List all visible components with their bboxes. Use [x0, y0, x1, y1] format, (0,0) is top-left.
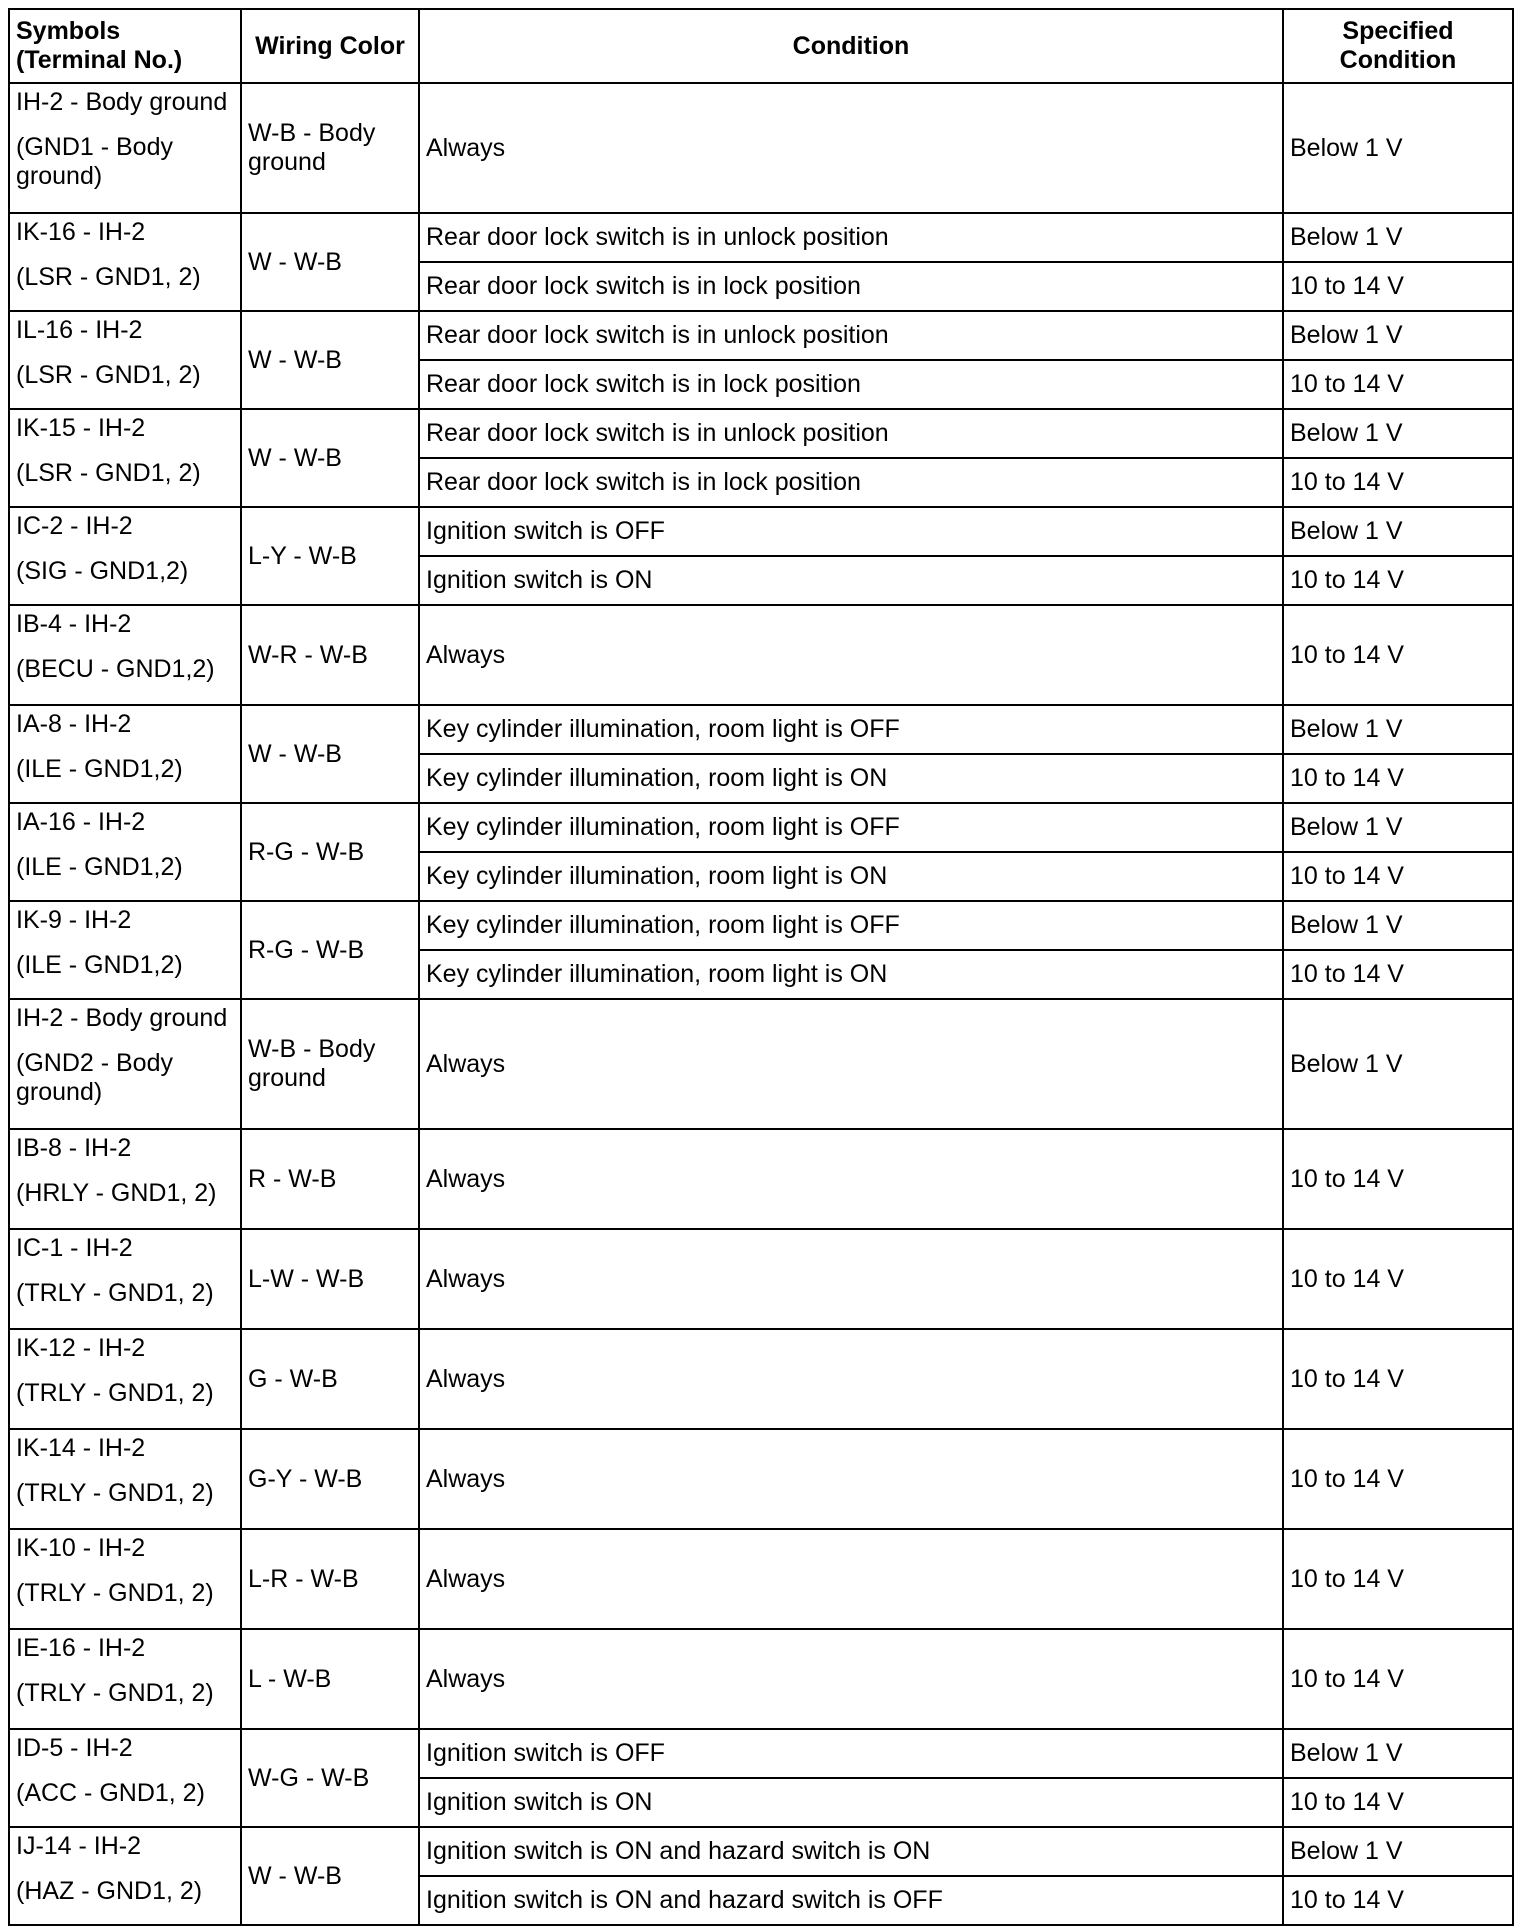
terminal-symbol: (ACC - GND1, 2) — [16, 1779, 205, 1807]
specified-condition-cell: Below 1 V — [1283, 803, 1513, 852]
condition-cell: Key cylinder illumination, room light is OFF — [419, 901, 1283, 950]
wiring-color-cell: L-W - W-B — [241, 1229, 419, 1329]
terminal-symbol-cell — [9, 1529, 241, 1629]
terminal-pair: IK-16 - IH-2 — [16, 218, 146, 246]
specified-condition-cell: 10 to 14 V — [1283, 1229, 1513, 1329]
terminal-symbol-cell — [9, 311, 241, 409]
table-row — [9, 1827, 1513, 1876]
specified-condition-cell: 10 to 14 V — [1283, 605, 1513, 705]
specified-condition-cell: 10 to 14 V — [1283, 1329, 1513, 1429]
terminal-pair: IC-1 - IH-2 — [16, 1234, 133, 1262]
terminal-symbol: (GND1 - Body ground) — [16, 133, 173, 190]
specified-condition-cell: Below 1 V — [1283, 1729, 1513, 1778]
specified-condition-cell: Below 1 V — [1283, 1827, 1513, 1876]
specified-condition-cell: Below 1 V — [1283, 901, 1513, 950]
specified-condition-cell: 10 to 14 V — [1283, 556, 1513, 605]
condition-cell: Always — [419, 83, 1283, 213]
terminal-pair: IK-12 - IH-2 — [16, 1334, 146, 1362]
terminal-symbol-cell — [9, 507, 241, 605]
terminal-pair: IK-14 - IH-2 — [16, 1434, 146, 1462]
wiring-color-cell: L-Y - W-B — [241, 507, 419, 605]
condition-cell: Key cylinder illumination, room light is ON — [419, 852, 1283, 901]
terminal-pair: IH-2 - Body ground — [16, 1004, 228, 1032]
condition-cell: Always — [419, 1229, 1283, 1329]
header-condition: Condition — [419, 9, 1283, 83]
terminal-pair: IK-10 - IH-2 — [16, 1534, 146, 1562]
terminal-inspection-table — [8, 8, 1514, 1926]
terminal-symbol: (ILE - GND1,2) — [16, 755, 183, 783]
condition-cell: Rear door lock switch is in lock position — [419, 262, 1283, 311]
terminal-symbol: (TRLY - GND1, 2) — [16, 1679, 214, 1707]
condition-cell: Always — [419, 999, 1283, 1129]
specified-condition-cell: Below 1 V — [1283, 83, 1513, 213]
wiring-color-cell: R-G - W-B — [241, 803, 419, 901]
wiring-color-cell: W - W-B — [241, 213, 419, 311]
wiring-color-cell: L-R - W-B — [241, 1529, 419, 1629]
wiring-color-cell: G-Y - W-B — [241, 1429, 419, 1529]
table-row — [9, 1129, 1513, 1229]
condition-cell: Key cylinder illumination, room light is OFF — [419, 705, 1283, 754]
wiring-color-cell: W-R - W-B — [241, 605, 419, 705]
terminal-symbol: (LSR - GND1, 2) — [16, 361, 201, 389]
wiring-color-cell: W-B - Body ground — [241, 83, 419, 213]
terminal-pair: IA-8 - IH-2 — [16, 710, 132, 738]
terminal-pair: IK-15 - IH-2 — [16, 414, 146, 442]
table-row — [9, 213, 1513, 262]
header-row — [9, 9, 1513, 83]
terminal-pair: IA-16 - IH-2 — [16, 808, 146, 836]
terminal-symbol: (SIG - GND1,2) — [16, 557, 189, 585]
terminal-symbol: (ILE - GND1,2) — [16, 853, 183, 881]
terminal-symbol-cell — [9, 605, 241, 705]
condition-cell: Rear door lock switch is in unlock position — [419, 311, 1283, 360]
specified-condition-cell: 10 to 14 V — [1283, 754, 1513, 803]
specified-condition-cell: 10 to 14 V — [1283, 1629, 1513, 1729]
specified-condition-cell: Below 1 V — [1283, 507, 1513, 556]
specified-condition-cell: 10 to 14 V — [1283, 950, 1513, 999]
terminal-pair: IE-16 - IH-2 — [16, 1634, 146, 1662]
specified-condition-cell: Below 1 V — [1283, 409, 1513, 458]
table-row — [9, 507, 1513, 556]
specified-condition-cell: 10 to 14 V — [1283, 262, 1513, 311]
condition-cell: Always — [419, 1329, 1283, 1429]
terminal-symbol: (LSR - GND1, 2) — [16, 459, 201, 487]
terminal-symbol-cell — [9, 83, 241, 213]
terminal-symbol-cell — [9, 999, 241, 1129]
table-row — [9, 705, 1513, 754]
terminal-symbol: (GND2 - Body ground) — [16, 1049, 173, 1106]
condition-cell: Ignition switch is ON — [419, 556, 1283, 605]
wiring-color-cell: R - W-B — [241, 1129, 419, 1229]
terminal-symbol-cell — [9, 1129, 241, 1229]
terminal-pair: ID-5 - IH-2 — [16, 1734, 133, 1762]
terminal-symbol-cell — [9, 1329, 241, 1429]
condition-cell: Ignition switch is ON and hazard switch is OFF — [419, 1876, 1283, 1925]
table-row — [9, 1529, 1513, 1629]
wiring-color-cell: R-G - W-B — [241, 901, 419, 999]
condition-cell: Rear door lock switch is in unlock position — [419, 213, 1283, 262]
specified-condition-cell: Below 1 V — [1283, 311, 1513, 360]
terminal-symbol-cell — [9, 705, 241, 803]
wiring-color-cell: W-B - Body ground — [241, 999, 419, 1129]
condition-cell: Always — [419, 1129, 1283, 1229]
specified-condition-cell: 10 to 14 V — [1283, 1778, 1513, 1827]
condition-cell: Key cylinder illumination, room light is OFF — [419, 803, 1283, 852]
wiring-color-cell: G - W-B — [241, 1329, 419, 1429]
condition-cell: Key cylinder illumination, room light is ON — [419, 754, 1283, 803]
specified-condition-cell: Below 1 V — [1283, 705, 1513, 754]
table-row — [9, 83, 1513, 213]
condition-cell: Ignition switch is ON and hazard switch is ON — [419, 1827, 1283, 1876]
terminal-pair: IJ-14 - IH-2 — [16, 1832, 142, 1860]
terminal-pair: IK-9 - IH-2 — [16, 906, 132, 934]
terminal-symbol-cell — [9, 1827, 241, 1925]
header-specified-condition: Specified Condition — [1283, 9, 1513, 83]
table-row — [9, 1429, 1513, 1529]
wiring-color-cell: W - W-B — [241, 1827, 419, 1925]
condition-cell: Always — [419, 1629, 1283, 1729]
terminal-symbol-cell — [9, 803, 241, 901]
table-row — [9, 901, 1513, 950]
specified-condition-cell: 10 to 14 V — [1283, 360, 1513, 409]
wiring-color-cell: W-G - W-B — [241, 1729, 419, 1827]
wiring-color-cell: L - W-B — [241, 1629, 419, 1729]
terminal-symbol-cell — [9, 1429, 241, 1529]
specified-condition-cell: 10 to 14 V — [1283, 1529, 1513, 1629]
condition-cell: Ignition switch is OFF — [419, 507, 1283, 556]
wiring-color-cell: W - W-B — [241, 311, 419, 409]
terminal-pair: IB-8 - IH-2 — [16, 1134, 132, 1162]
condition-cell: Always — [419, 1529, 1283, 1629]
table-row — [9, 1229, 1513, 1329]
condition-cell: Ignition switch is OFF — [419, 1729, 1283, 1778]
terminal-symbol: (BECU - GND1,2) — [16, 655, 215, 683]
header-wiring-color: Wiring Color — [241, 9, 419, 83]
terminal-symbol: (TRLY - GND1, 2) — [16, 1379, 214, 1407]
table-row — [9, 605, 1513, 705]
terminal-symbol: (ILE - GND1,2) — [16, 951, 183, 979]
terminal-symbol-cell — [9, 1729, 241, 1827]
table-row — [9, 1729, 1513, 1778]
specified-condition-cell: 10 to 14 V — [1283, 458, 1513, 507]
terminal-pair: IL-16 - IH-2 — [16, 316, 143, 344]
specified-condition-cell: 10 to 14 V — [1283, 1429, 1513, 1529]
condition-cell: Rear door lock switch is in lock position — [419, 360, 1283, 409]
terminal-symbol: (LSR - GND1, 2) — [16, 263, 201, 291]
wiring-color-cell: W - W-B — [241, 409, 419, 507]
terminal-pair: IH-2 - Body ground — [16, 88, 228, 116]
terminal-symbol-cell — [9, 1229, 241, 1329]
specified-condition-cell: 10 to 14 V — [1283, 1129, 1513, 1229]
specified-condition-cell: 10 to 14 V — [1283, 852, 1513, 901]
condition-cell: Rear door lock switch is in unlock position — [419, 409, 1283, 458]
terminal-symbol: (TRLY - GND1, 2) — [16, 1279, 214, 1307]
table-row — [9, 999, 1513, 1129]
condition-cell: Always — [419, 1429, 1283, 1529]
terminal-symbol: (TRLY - GND1, 2) — [16, 1479, 214, 1507]
specified-condition-cell: Below 1 V — [1283, 999, 1513, 1129]
condition-cell: Rear door lock switch is in lock position — [419, 458, 1283, 507]
terminal-symbol: (HAZ - GND1, 2) — [16, 1877, 203, 1905]
terminal-symbol-cell — [9, 409, 241, 507]
table-row — [9, 311, 1513, 360]
condition-cell: Ignition switch is ON — [419, 1778, 1283, 1827]
table-row — [9, 1629, 1513, 1729]
table-row — [9, 803, 1513, 852]
specified-condition-cell: 10 to 14 V — [1283, 1876, 1513, 1925]
condition-cell: Key cylinder illumination, room light is ON — [419, 950, 1283, 999]
specified-condition-cell: Below 1 V — [1283, 213, 1513, 262]
terminal-symbol: (HRLY - GND1, 2) — [16, 1179, 217, 1207]
condition-cell: Always — [419, 605, 1283, 705]
table-row — [9, 1329, 1513, 1429]
terminal-symbol-cell — [9, 1629, 241, 1729]
terminal-symbol-cell — [9, 213, 241, 311]
table-row — [9, 409, 1513, 458]
terminal-symbol: (TRLY - GND1, 2) — [16, 1579, 214, 1607]
terminal-symbol-cell — [9, 901, 241, 999]
terminal-pair: IB-4 - IH-2 — [16, 610, 132, 638]
wiring-color-cell: W - W-B — [241, 705, 419, 803]
terminal-pair: IC-2 - IH-2 — [16, 512, 133, 540]
header-symbols: Symbols (Terminal No.) — [9, 9, 241, 83]
